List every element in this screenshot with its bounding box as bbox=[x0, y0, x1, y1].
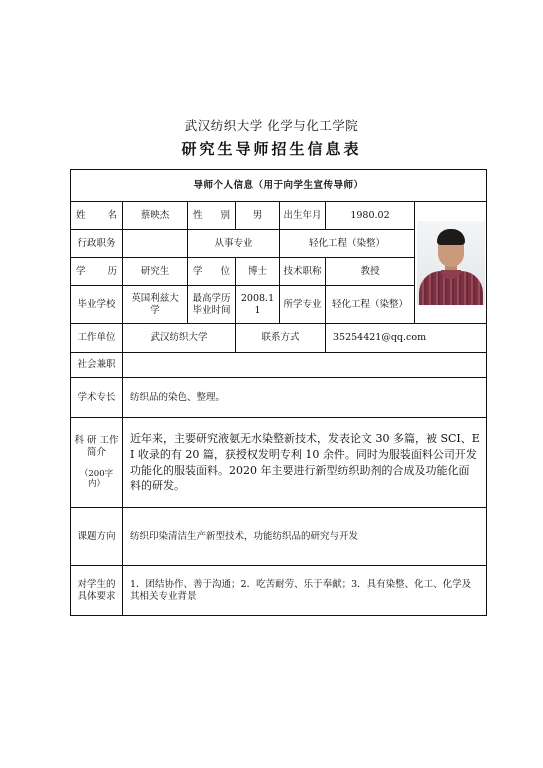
label-degree-time: 最高学历毕业时间 bbox=[188, 286, 236, 324]
label-birth: 出生年月 bbox=[280, 202, 326, 230]
label-major-field: 从事专业 bbox=[188, 230, 280, 258]
label-degree: 学 位 bbox=[188, 258, 236, 286]
label-name: 姓 名 bbox=[71, 202, 123, 230]
photo-cell bbox=[415, 202, 487, 324]
research-intro-label: 科 研 工作简介 bbox=[74, 435, 119, 458]
label-current-major: 所学专业 bbox=[280, 286, 326, 324]
label-education: 学 历 bbox=[71, 258, 123, 286]
value-contact: 35254421@qq.com bbox=[326, 324, 487, 353]
form-title: 研究生导师招生信息表 bbox=[181, 140, 362, 158]
section-title: 导师个人信息（用于向学生宣传导师） bbox=[71, 170, 487, 202]
label-requirements: 对学生的具体要求 bbox=[71, 566, 123, 616]
value-specialty: 纺织品的染色、整理。 bbox=[123, 378, 487, 418]
value-degree-time: 2008.11 bbox=[236, 286, 280, 324]
label-research-intro bbox=[71, 418, 123, 508]
value-tech-title: 教授 bbox=[326, 258, 415, 286]
label-work-unit: 工作单位 bbox=[71, 324, 123, 353]
value-education: 研究生 bbox=[123, 258, 188, 286]
label-gender: 性 别 bbox=[188, 202, 236, 230]
label-grad-school: 毕业学校 bbox=[71, 286, 123, 324]
research-intro-note: （200字内） bbox=[79, 468, 114, 490]
label-contact: 联系方式 bbox=[236, 324, 326, 353]
label-tech-title: 技术职称 bbox=[280, 258, 326, 286]
value-research-intro: 近年来，主要研究液氨无水染整新技术，发表论文 30 多篇，被 SCI、EI 收录的有 20 篇，获授权发明专利 10 余件。同时为服装面料公司开发功能化的服装面料。2020 年主要进行新型纺织助剂的合成及功能化面料的研发。 bbox=[123, 418, 487, 508]
value-major-field: 轻化工程（染整） bbox=[280, 230, 415, 258]
value-work-unit: 武汉纺织大学 bbox=[123, 324, 236, 353]
info-table bbox=[70, 169, 487, 616]
value-topics: 纺织印染清洁生产新型技术，功能纺织品的研究与开发 bbox=[123, 508, 487, 566]
value-admin-post bbox=[123, 230, 188, 258]
school-header: 武汉纺织大学 化学与化工学院 bbox=[184, 118, 359, 133]
label-admin-post: 行政职务 bbox=[71, 230, 123, 258]
value-part-time bbox=[123, 353, 487, 378]
person-photo-icon bbox=[417, 221, 485, 305]
value-grad-school: 英国利兹大学 bbox=[123, 286, 188, 324]
label-part-time: 社会兼职 bbox=[71, 353, 123, 378]
label-topics: 课题方向 bbox=[71, 508, 123, 566]
value-requirements: 1．团结协作、善于沟通；2．吃苦耐劳、乐于奉献；3．具有染整、化工、化学及其相关专业背景 bbox=[123, 566, 487, 616]
value-current-major: 轻化工程（染整） bbox=[326, 286, 415, 324]
value-birth: 1980.02 bbox=[326, 202, 415, 230]
value-gender: 男 bbox=[236, 202, 280, 230]
value-degree: 博士 bbox=[236, 258, 280, 286]
label-specialty: 学术专长 bbox=[71, 378, 123, 418]
value-name: 蔡映杰 bbox=[123, 202, 188, 230]
